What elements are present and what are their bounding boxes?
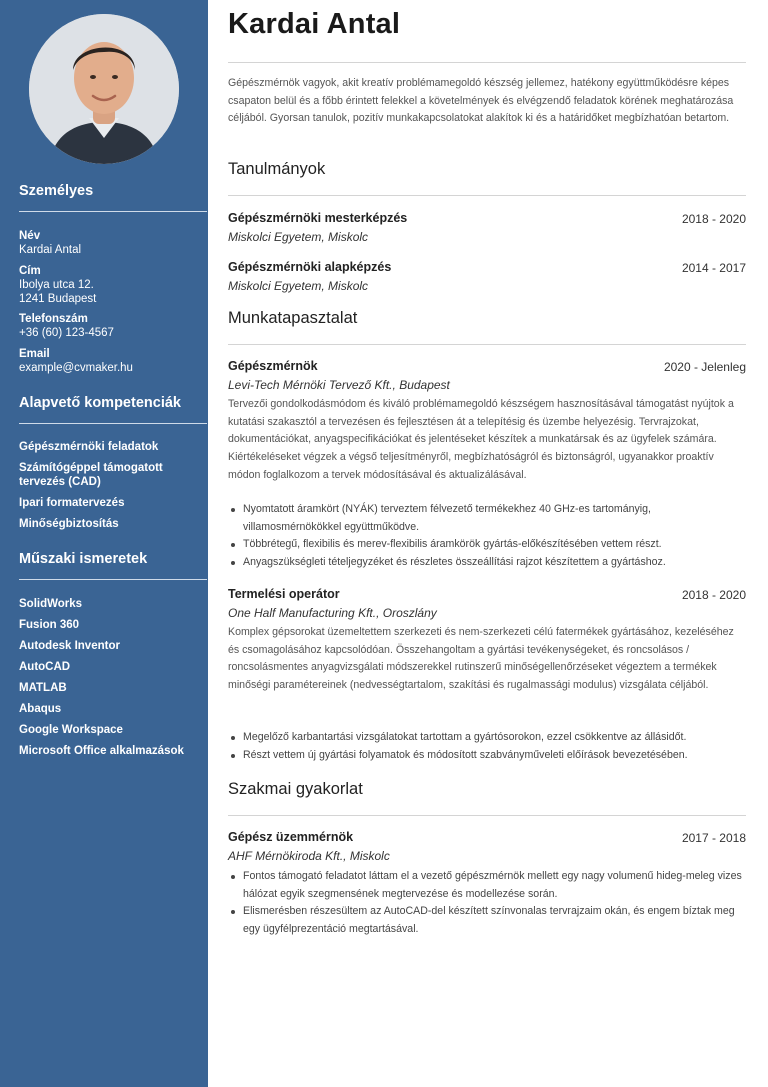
- practice-title: Gépész üzemmérnök: [228, 830, 354, 844]
- name-label: Név: [19, 230, 41, 242]
- education-date: 2018 - 2020: [681, 212, 746, 226]
- experience-bullets: [228, 729, 746, 764]
- technical-list: [19, 597, 204, 758]
- bullet-item: Anyagszükségleti tételjegyzéket és részletes összeállítási rajzot készítettem a gyártáshoz.: [228, 554, 746, 572]
- education-date: 2014 - 2017: [681, 261, 746, 275]
- technical-item: AutoCAD: [19, 661, 71, 673]
- bullet-item: Elismerésben részesültem az AutoCAD-del készített színvonalas tervrajzaim okán, és engem bíztak meg egy ügyfélprezentáció megtartásával.: [228, 903, 746, 938]
- experience-divider: [228, 344, 746, 345]
- experience-date: 2018 - 2020: [681, 588, 746, 602]
- education-org: Miskolci Egyetem, Miskolc: [228, 230, 369, 244]
- technical-heading: Műszaki ismeretek: [19, 551, 148, 567]
- personal-email: [19, 347, 204, 375]
- technical-item: SolidWorks: [19, 598, 83, 610]
- competencies-list: [19, 440, 204, 531]
- technical-item: Abaqus: [19, 703, 62, 715]
- title-divider: [228, 62, 746, 63]
- technical-item: Google Workspace: [19, 724, 123, 736]
- bullet-item: Fontos támogató feladatot láttam el a vezető gépészmérnök mellett egy nagy volumenű hideg-meleg vizes hálózat egyik szegmensének megtervezése és modellezése során.: [228, 868, 746, 903]
- personal-heading: Személyes: [19, 183, 94, 199]
- address-label: Cím: [19, 265, 41, 277]
- experience-date: 2020 - Jelenleg: [663, 360, 746, 374]
- education-divider: [228, 195, 746, 196]
- personal-address: [19, 264, 204, 306]
- email-value: example@cvmaker.hu: [19, 362, 133, 374]
- page-title: Kardai Antal: [228, 8, 401, 40]
- summary-text: Gépészmérnök vagyok, akit kreatív problémamegoldó készség jellemez, hatékony együttműködésre képes csapaton belül és a főbb érintett felekkel a követelmények és elvégzendő feladatok körének meghatározása céljából. Gyorsan tanulok, pozitív munkakapcsolatokat alakítok ki és a határidőket megbízhatóan betartom.: [228, 77, 734, 124]
- competency-item: Számítógéppel támogatott tervezés (CAD): [19, 462, 163, 488]
- practice-heading: Szakmai gyakorlat: [228, 780, 363, 798]
- phone-label: Telefonszám: [19, 313, 88, 325]
- practice-divider: [228, 815, 746, 816]
- personal-name: [19, 229, 204, 257]
- practice-date: 2017 - 2018: [681, 831, 746, 845]
- experience-org: Levi-Tech Mérnöki Tervező Kft., Budapest: [228, 378, 450, 392]
- education-org: Miskolci Egyetem, Miskolc: [228, 279, 369, 293]
- person-portrait-icon: [29, 14, 179, 164]
- practice-bullets: [228, 868, 746, 938]
- phone-value: +36 (60) 123-4567: [19, 327, 114, 339]
- bullet-item: Többrétegű, flexibilis és merev-flexibilis áramkörök gyártás-előkészítésében vettem részt.: [228, 536, 746, 554]
- experience-title: Gépészmérnök: [228, 359, 318, 373]
- experience-org: One Half Manufacturing Kft., Oroszlány: [228, 606, 437, 620]
- bullet-item: Részt vettem új gyártási folyamatok és módosított szabványműveleti előírások bevezetésében.: [228, 747, 746, 765]
- competency-item: Ipari formatervezés: [19, 497, 125, 509]
- bullet-item: Nyomtatott áramkört (NYÁK) terveztem félvezető termékekhez 40 GHz-es tartományig, villamosmérnökökkel együttműködve.: [228, 501, 746, 536]
- experience-title: Termelési operátor: [228, 587, 340, 601]
- education-title: Gépészmérnöki mesterképzés: [228, 211, 408, 225]
- competency-item: Gépészmérnöki feladatok: [19, 441, 159, 453]
- technical-item: Autodesk Inventor: [19, 640, 120, 652]
- technical-item: Fusion 360: [19, 619, 80, 631]
- competencies-heading: Alapvető kompetenciák: [19, 395, 181, 411]
- technical-item: MATLAB: [19, 682, 67, 694]
- name-value: Kardai Antal: [19, 244, 82, 256]
- experience-heading: Munkatapasztalat: [228, 309, 358, 327]
- profile-photo: [29, 14, 179, 164]
- experience-description: Tervezői gondolkodásmódom és kiváló problémamegoldó készségem hasznosításával támogatást nyújtok a kutatási szakasztól a tervezésen és fejlesztésen át a telepítésig és üzembe helyezésig. Tervrajzokat, dokumentációkat, anyagspecifikációkat és jelentéseket készítek a munkatársak és az ügyfelek számára. Kiértékeléseket végzek a végső teljesítményről, megbízhatóságról és biztonságról, ugyanakkor proaktív módon foglalkozom a tervek módosításával és aktualizálásával.: [228, 398, 734, 481]
- experience-description: Komplex gépsorokat üzemeltettem szerkezeti és nem-szerkezeti célú fatermékek gyártásához, kezeléséhez és csomagolásához kapcsolódóan. Összehangoltam a gyártási tevékenységeket, és roncsolásos / roncsolásmentes anyagvizsgálati módszerekkel rutinszerű minőségellenőrzéseket végeztem a termékek minőségi paramétereinek (nedvességtartalom, szakítási és rugalmassági modulus) vizsgálata céljából.: [228, 626, 734, 692]
- education-heading: Tanulmányok: [228, 160, 326, 178]
- experience-bullets: [228, 501, 746, 571]
- sidebar: [0, 0, 208, 1087]
- address-line1: Ibolya utca 12.: [19, 279, 94, 291]
- technical-divider: [19, 579, 207, 580]
- address-line2: 1241 Budapest: [19, 293, 97, 305]
- email-label: Email: [19, 348, 50, 360]
- personal-phone: [19, 312, 204, 340]
- education-title: Gépészmérnöki alapképzés: [228, 260, 392, 274]
- competency-item: Minőségbiztosítás: [19, 518, 119, 530]
- bullet-item: Megelőző karbantartási vizsgálatokat tartottam a gyártósorokon, ezzel csökkentve az állásidőt.: [228, 729, 746, 747]
- competencies-divider: [19, 423, 207, 424]
- practice-org: AHF Mérnökiroda Kft., Miskolc: [228, 849, 390, 863]
- personal-divider: [19, 211, 207, 212]
- technical-item: Microsoft Office alkalmazások: [19, 745, 184, 757]
